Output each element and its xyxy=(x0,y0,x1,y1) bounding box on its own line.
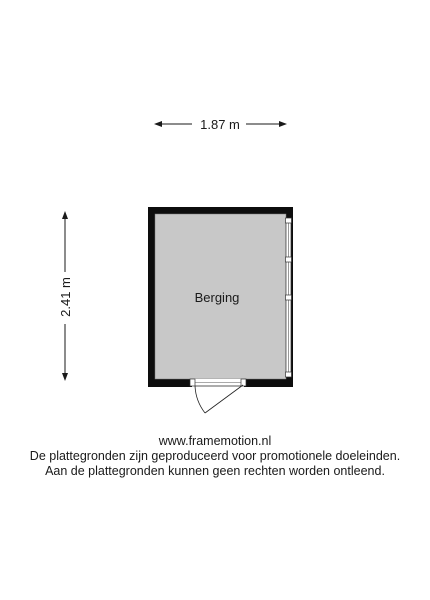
storage-room xyxy=(148,207,293,413)
door-swing-arc xyxy=(195,386,205,413)
window-mullion-3 xyxy=(286,295,292,300)
door-leaf-open xyxy=(205,385,243,413)
height-arrow-bottom xyxy=(62,373,68,381)
height-dimension xyxy=(58,211,73,381)
height-arrow-top xyxy=(62,211,68,219)
window-mullion-4 xyxy=(286,372,292,377)
door-jamb-right xyxy=(241,379,246,386)
width-arrow-left xyxy=(154,121,162,127)
width-dimension xyxy=(154,117,287,132)
width-arrow-right xyxy=(279,121,287,127)
window-mullion-1 xyxy=(286,218,292,223)
footer xyxy=(0,434,430,479)
door-jamb-left xyxy=(190,379,195,386)
height-label: 2.41 m xyxy=(58,277,73,317)
disclaimer-line-2: Aan de plattegronden kunnen geen rechten worden ontleend. xyxy=(45,464,385,478)
window-mullion-2 xyxy=(286,257,292,262)
room-label: Berging xyxy=(194,290,240,305)
width-label: 1.87 m xyxy=(200,117,240,132)
website-link[interactable]: www.framemotion.nl xyxy=(158,434,272,448)
disclaimer-line-1: De plattegronden zijn geproduceerd voor promotionele doeleinden. xyxy=(29,449,401,463)
